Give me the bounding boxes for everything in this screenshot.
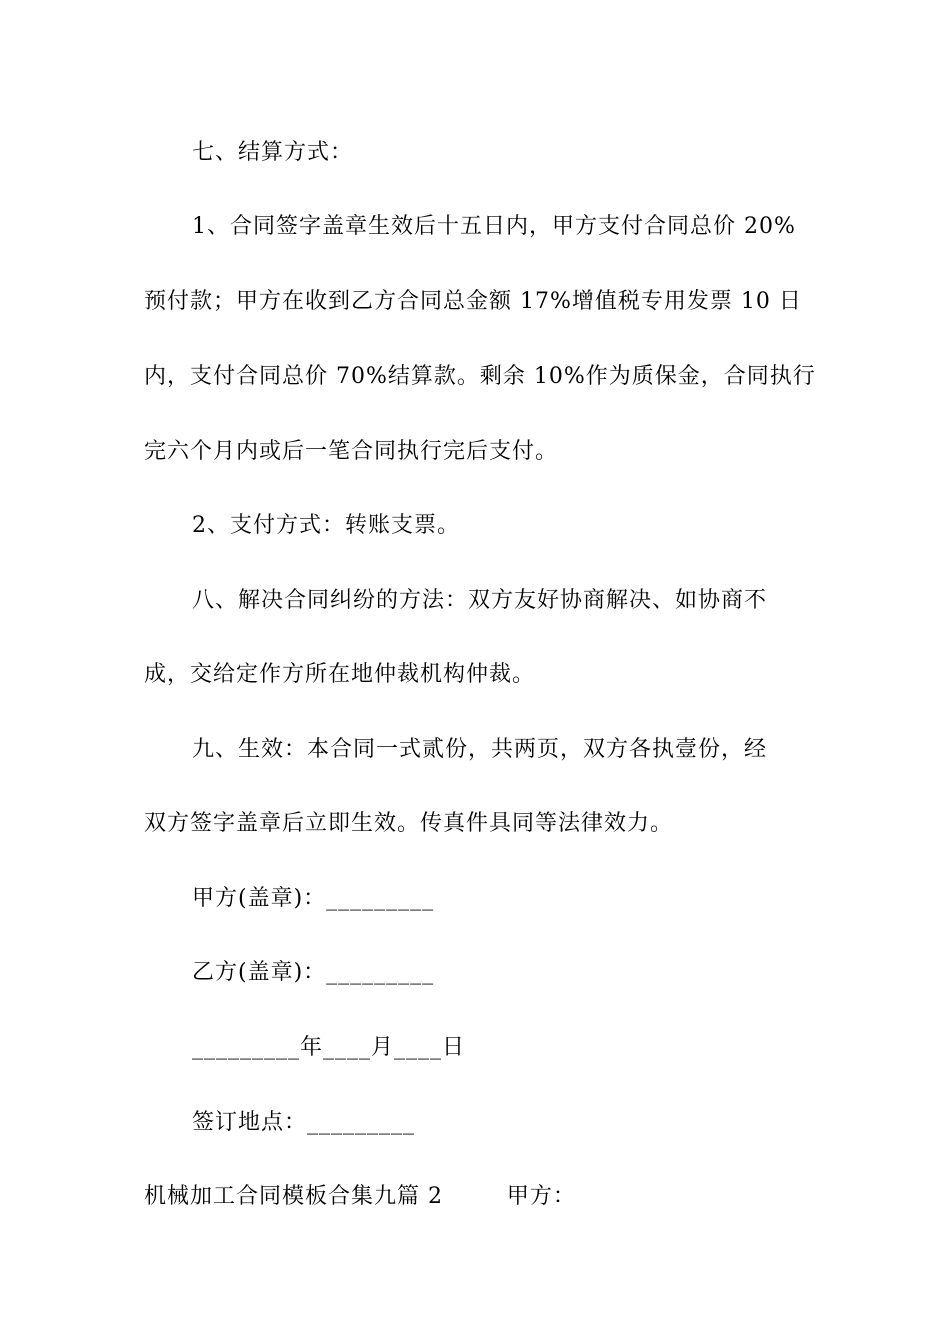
next-contract-title-line: 机械加工合同模板合集九篇 2 甲方：: [144, 1184, 576, 1209]
party-a-seal-line: 甲方(盖章)：_________: [192, 886, 435, 911]
clause-7-1-line-4: 完六个月内或后一笔合同执行完后支付。: [144, 439, 559, 464]
party-b-seal-line: 乙方(盖章)：_________: [192, 960, 435, 985]
section-8-line-1: 八、解决合同纠纷的方法：双方友好协商解决、如协商不: [192, 588, 768, 613]
section-7-heading: 七、结算方式：: [192, 140, 354, 165]
section-8-line-2: 成，交给定作方所在地仲裁机构仲裁。: [144, 662, 536, 687]
clause-7-1-line-2: 预付款；甲方在收到乙方合同总金额 17%增值税专用发票 10 日: [144, 289, 802, 314]
section-9-line-1: 九、生效：本合同一式贰份，共两页，双方各执壹份，经: [192, 737, 768, 762]
section-9-line-2: 双方签字盖章后立即生效。传真件具同等法律效力。: [144, 811, 674, 836]
clause-7-2: 2、支付方式：转账支票。: [192, 513, 460, 538]
clause-7-1-line-3: 内，支付合同总价 70%结算款。剩余 10%作为质保金，合同执行: [144, 364, 816, 389]
clause-7-1-line-1: 1、合同签字盖章生效后十五日内，甲方支付合同总价 20%: [192, 214, 796, 239]
signing-place-line: 签订地点：_________: [192, 1110, 416, 1135]
date-line: _________年____月____日: [192, 1035, 466, 1060]
